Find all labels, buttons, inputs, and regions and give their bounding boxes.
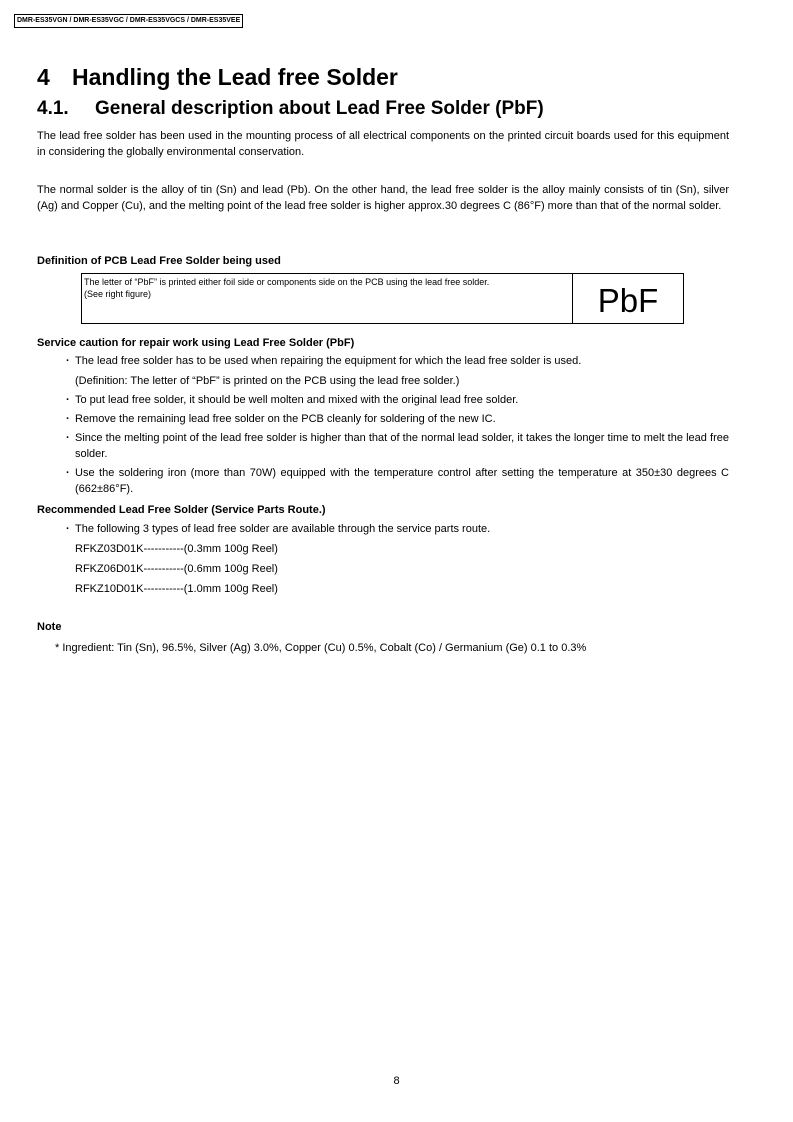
pbf-mark: PbF (597, 281, 659, 319)
part-item: RFKZ03D01K-----------(0.3mm 100g Reel) (75, 543, 278, 555)
list-item: · Use the soldering iron (more than 70W) equipped with the temperature control after setting the temperature at 350±30 degrees C (662±86°F). (65, 465, 729, 497)
subsection-title-text: General description about Lead Free Solder (PbF) (95, 98, 544, 119)
section-title-text: Handling the Lead free Solder (72, 64, 398, 90)
intro-paragraph-1: The lead free solder has been used in the mounting process of all electrical components on the printed circuit boards used for this equipment in considering the globally environmental conservation. (37, 130, 729, 158)
note-text: * Ingredient: Tin (Sn), 96.5%, Silver (Ag) 3.0%, Copper (Cu) 0.5%, Cobalt (Co) / Germanium (Ge) 0.1 to 0.3% (55, 642, 587, 654)
page-number: 8 (393, 1075, 400, 1087)
definition-text-line-2: (See right figure) (84, 289, 152, 299)
intro-paragraph-2: The normal solder is the alloy of tin (Sn) and lead (Pb). On the other hand, the lead free solder is the alloy mainly consists of tin (Sn), silver (Ag) and Copper (Cu), and the melting point of the lead free solder is higher approx.30 degrees C (86°F) more than that of the normal solder. (37, 184, 729, 212)
definition-text (82, 274, 573, 323)
section-title (37, 62, 398, 92)
model-header: DMR-ES35VGN / DMR-ES35VGC / DMR-ES35VGCS / DMR-ES35VEE (14, 14, 243, 28)
recommended-list (65, 521, 729, 597)
definition-heading: Definition of PCB Lead Free Solder being used (37, 255, 281, 267)
list-item: (Definition: The letter of “PbF” is printed on the PCB using the lead free solder.) (75, 375, 460, 387)
part-item: RFKZ10D01K-----------(1.0mm 100g Reel) (75, 583, 278, 595)
list-item: · The lead free solder has to be used when repairing the equipment for which the lead free solder is used. (65, 353, 729, 369)
service-caution-heading: Service caution for repair work using Lead Free Solder (PbF) (37, 337, 355, 349)
service-caution-list (65, 353, 729, 497)
definition-box (81, 273, 684, 324)
definition-text-line-1: The letter of “PbF” is printed either foil side or components side on the PCB using the lead free solder. (84, 277, 490, 287)
subsection-title (37, 96, 544, 122)
section-number: 4 (37, 64, 50, 90)
list-item: · Since the melting point of the lead free solder is higher than that of the normal lead solder, it takes the longer time to melt the lead free solder. (65, 430, 729, 462)
subsection-number: 4.1. (37, 98, 69, 119)
list-item: · Remove the remaining lead free solder on the PCB cleanly for soldering of the new IC. (65, 411, 729, 427)
list-item: · The following 3 types of lead free solder are available through the service parts route. (65, 521, 729, 537)
note-heading: Note (37, 621, 62, 633)
part-item: RFKZ06D01K-----------(0.6mm 100g Reel) (75, 563, 278, 575)
recommended-heading: Recommended Lead Free Solder (Service Parts Route.) (37, 504, 326, 516)
list-item: · To put lead free solder, it should be well molten and mixed with the original lead free solder. (65, 392, 729, 408)
